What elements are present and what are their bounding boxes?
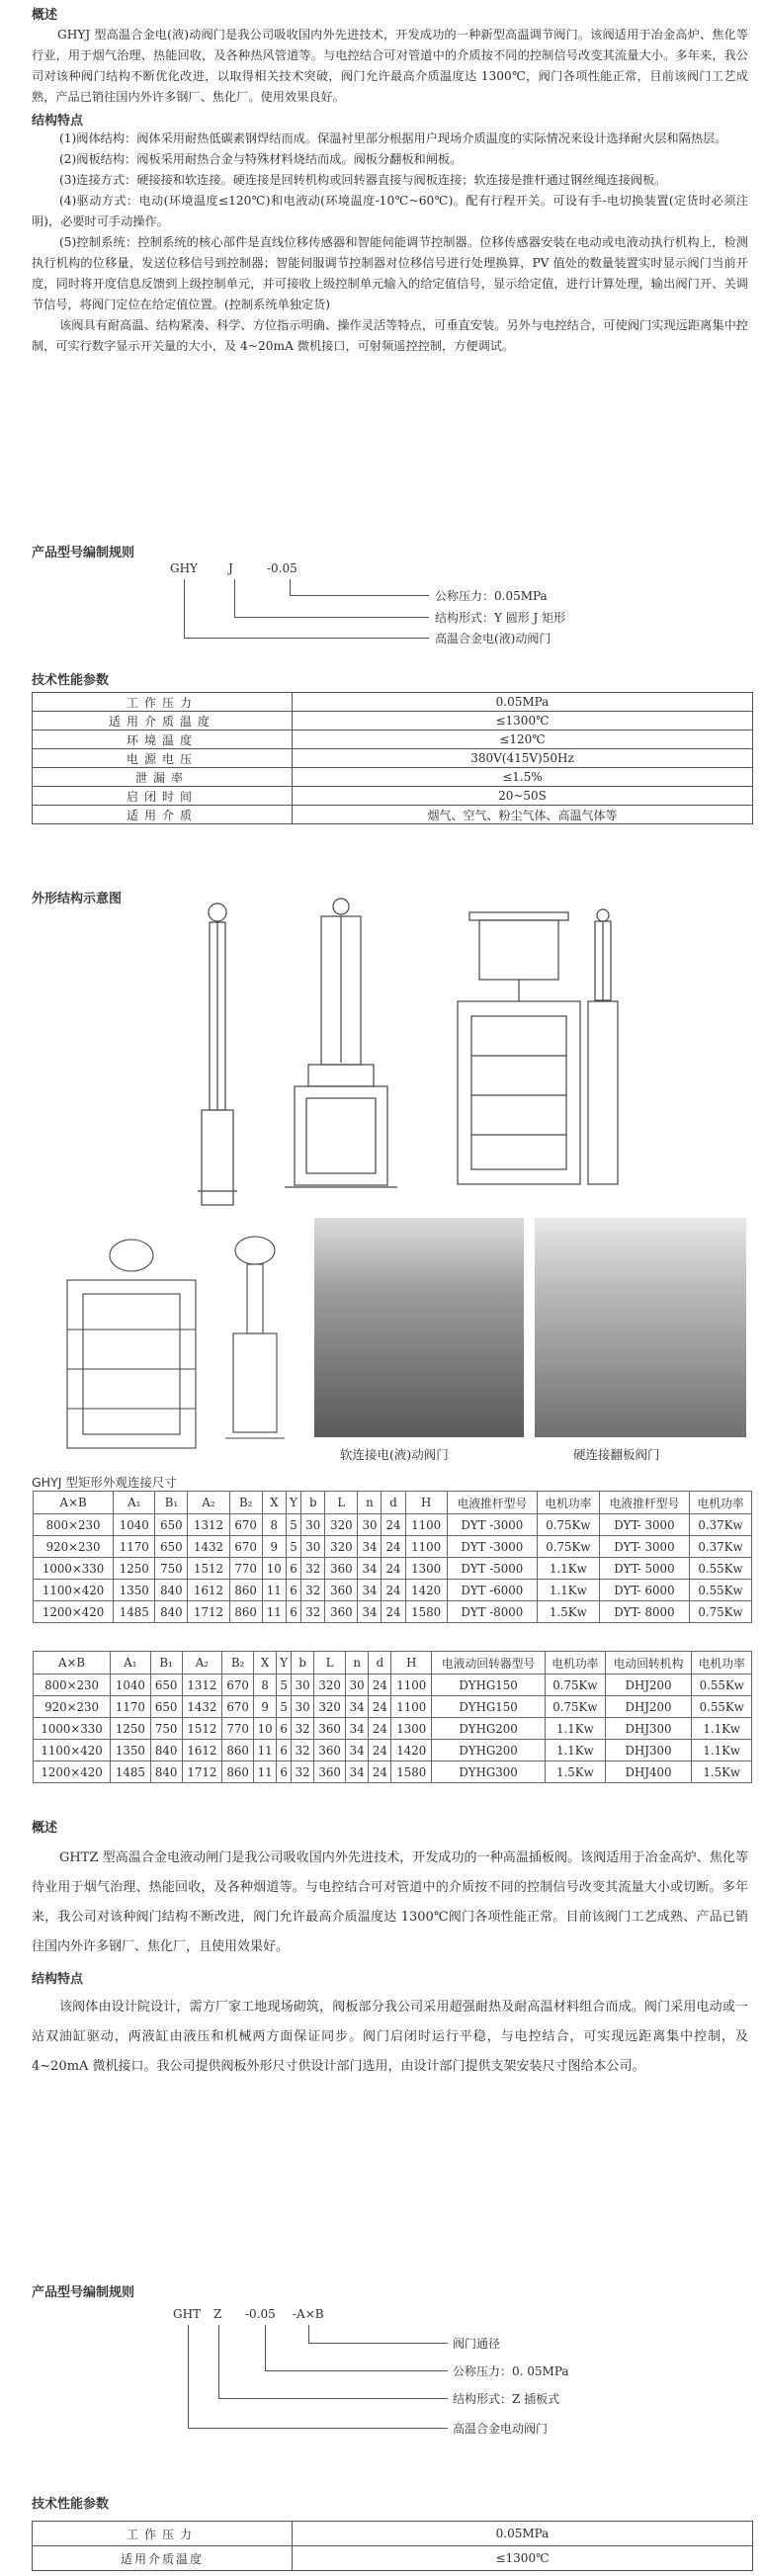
table-cell: 670	[229, 1536, 262, 1558]
table-cell: 320	[314, 1696, 346, 1718]
table-cell: 1712	[188, 1601, 229, 1623]
table-cell: 11	[254, 1761, 277, 1783]
table-cell: DHJ300	[605, 1718, 692, 1740]
table-cell: 0.75Kw	[546, 1674, 605, 1696]
table-header-cell: 电机功率	[537, 1492, 599, 1514]
table-cell: 6	[277, 1718, 292, 1740]
table-cell: 0.37Kw	[690, 1536, 752, 1558]
table-cell: 6	[277, 1740, 292, 1761]
table-cell: 24	[382, 1580, 405, 1601]
table-cell: 1200×420	[34, 1601, 114, 1623]
table-cell: 360	[314, 1740, 346, 1761]
table-cell: 5	[277, 1696, 292, 1718]
table-cell: 0.55Kw	[690, 1558, 752, 1580]
table-cell: 1420	[405, 1580, 447, 1601]
table-cell: 1100	[391, 1696, 432, 1718]
feature-item: (5)控制系统：控制系统的核心部件是直线位移传感器和智能伺能调节控制器。位移传感器安装在电动或电液动执行机构上，检测执行机构的位移量，发送位移信号到控制器；智能伺服调节控制器对位移信号进行处理换算，PV 值处的数量装置实时显示阀门当前开度，同时将开度信息反馈到上级控制单元，并可接收上级控制单元输入的给定值信号，显示给定值，进行计算处理，输出阀门开、关调节信号，将阀门定位在给定值位置。(控制系统单独定货)	[32, 235, 748, 311]
table-header-cell: L	[314, 1652, 346, 1674]
table-cell: DHJ400	[605, 1761, 692, 1783]
table-cell: ≤1.5%	[293, 768, 753, 787]
code-part: GHY	[170, 561, 198, 575]
table-cell: 1.1Kw	[546, 1740, 605, 1761]
table-header-cell: d	[382, 1492, 405, 1514]
feature-item: (2)阀板结构：阀板采用耐热合金与特殊材料烧结而成。阀板分翻板和闸板。	[59, 152, 463, 166]
table-cell: DYHG200	[432, 1740, 546, 1761]
table-cell: 860	[229, 1580, 262, 1601]
code-label: 高温合金电动阀门	[453, 2422, 549, 2436]
table-cell: 24	[382, 1601, 405, 1623]
table-cell: 30	[292, 1696, 314, 1718]
table-cell: 0.75Kw	[690, 1601, 752, 1623]
table-cell: 1100	[405, 1514, 447, 1536]
features-heading: 结构特点	[32, 114, 84, 129]
table-cell: 320	[325, 1536, 358, 1558]
table-cell: DYT- 6000	[599, 1580, 689, 1601]
table-cell: 烟气、空气、粉尘气体、高温气体等	[293, 806, 753, 824]
table-cell: 1612	[188, 1580, 229, 1601]
table-cell: 32	[292, 1761, 314, 1783]
code-label: 公称压力：0. 05MPa	[453, 2364, 569, 2378]
table-header-cell: A₂	[188, 1492, 229, 1514]
dim-heading: GHYJ 型矩形外观连接尺寸	[32, 1475, 177, 1490]
table-cell: 1612	[182, 1740, 222, 1761]
table-cell: 1.1Kw	[537, 1558, 599, 1580]
table-header-cell: 电液动回转器型号	[432, 1652, 546, 1674]
table-cell: 适用介质温度	[33, 2546, 293, 2571]
table-header-cell: 电机功率	[692, 1652, 752, 1674]
table-cell: 1100	[405, 1536, 447, 1558]
table-cell: 1170	[111, 1696, 151, 1718]
table-cell: DYHG150	[432, 1674, 546, 1696]
table-header-cell: Y	[286, 1492, 300, 1514]
table-cell: 1040	[114, 1514, 155, 1536]
table-cell: 1300	[391, 1718, 432, 1740]
table-cell: DYT- 3000	[599, 1514, 689, 1536]
table-cell: 30	[358, 1514, 382, 1536]
table-cell: 20~50S	[293, 787, 753, 806]
table-cell: 24	[369, 1696, 391, 1718]
table-cell: 800×230	[34, 1514, 114, 1536]
table-cell: 30	[301, 1536, 325, 1558]
table-cell: DYT- 8000	[599, 1601, 689, 1623]
table-header-cell: A×B	[34, 1652, 111, 1674]
feature-item: (1)阀体结构：阀体采用耐热低碳素钢焊结而成。保温衬里部分根据用户现场介质温度的实际情况来设计选择耐火层和隔热层。	[59, 131, 727, 145]
table-cell: 34	[358, 1536, 382, 1558]
table-cell: 1350	[114, 1580, 155, 1601]
table-cell: 1040	[111, 1674, 151, 1696]
table-cell: 380V(415V)50Hz	[293, 749, 753, 768]
table-cell: 泄漏率	[33, 768, 293, 787]
table-cell: 启闭时间	[33, 787, 293, 806]
table-header-cell: d	[369, 1652, 391, 1674]
code-label: 结构形式：Y 圆形 J 矩形	[435, 611, 566, 625]
table-cell: 1100×420	[34, 1740, 111, 1761]
figure-heading: 外形结构示意图	[32, 892, 123, 906]
table-cell: 24	[369, 1740, 391, 1761]
table-cell: 0.75Kw	[537, 1536, 599, 1558]
table-cell: 34	[346, 1740, 369, 1761]
table-header-cell: n	[358, 1492, 382, 1514]
code-part: -0.05	[267, 561, 297, 575]
table-header-cell: B₁	[155, 1492, 188, 1514]
code-part: GHT	[173, 2307, 202, 2321]
table-cell: 1485	[114, 1601, 155, 1623]
table-cell: 1432	[182, 1696, 222, 1718]
code-part: Z	[213, 2307, 222, 2321]
table-cell: ≤1300℃	[293, 712, 753, 730]
table-cell: 6	[286, 1580, 300, 1601]
table-cell: DHJ300	[605, 1740, 692, 1761]
table-row	[33, 2546, 753, 2571]
table-row	[33, 2522, 753, 2546]
table-header-cell: n	[346, 1652, 369, 1674]
table-cell: 30	[346, 1674, 369, 1696]
table-cell: 360	[325, 1558, 358, 1580]
table-cell: 0.55Kw	[692, 1674, 752, 1696]
table-header-cell: B₂	[229, 1492, 262, 1514]
table-cell: 1350	[111, 1740, 151, 1761]
table-cell: 0.37Kw	[690, 1514, 752, 1536]
table-cell: 650	[150, 1696, 182, 1718]
table-cell: 1.1Kw	[692, 1718, 752, 1740]
code-part: -0.05	[245, 2307, 276, 2321]
table-cell: 750	[150, 1718, 182, 1740]
table-cell: 840	[155, 1601, 188, 1623]
table-cell: 360	[314, 1761, 346, 1783]
table-header-cell: A×B	[34, 1492, 114, 1514]
table-header-cell: Y	[277, 1652, 292, 1674]
table-cell: 1250	[114, 1558, 155, 1580]
table-cell: DHJ200	[605, 1696, 692, 1718]
table-cell: 8	[254, 1674, 277, 1696]
table-cell: 32	[292, 1718, 314, 1740]
table-cell: 1485	[111, 1761, 151, 1783]
table-header-cell: H	[405, 1492, 447, 1514]
table-cell: 9	[262, 1536, 286, 1558]
table-cell: 770	[222, 1718, 254, 1740]
table-cell: 6	[286, 1601, 300, 1623]
table-cell: 电源电压	[33, 749, 293, 768]
perf-heading: 技术性能参数	[32, 673, 110, 688]
overview-paragraph: GHYJ 型高温合金电(液)动阀门是我公司吸收国内外先进技术，开发成功的一种新型高温调节阀门。该阀适用于冶金高炉、焦化等行业，用于烟气治理、热能回收，及各种热风管道等。与电控结合可对管道中的介质按不同的控制信号改变其流量大小。多年来，我公司对该种阀门结构不断优化改进，以取得相关技术突破，阀门允许最高介质温度达 1300℃，阀门各项性能正常，目前该阀门工艺成熟，产品已销往国内外许多钢厂、焦化厂。使用效果良好。	[32, 28, 748, 104]
features-paragraph: 该阀体由设计院设计，需方厂家工地现场砌筑，阀板部分我公司采用超强耐热及耐高温材料组合而成。阀门采用电动或一站双油缸驱动，两液缸由液压和机械两方面保证同步。阀门启闭时运行平稳，与电控结合，可实现远距离集中控制，及 4~20mA 微机接口。我公司提供阀板外形尺寸供设计部门选用，由设计部门提供支架安装尺寸图给本公司。	[32, 2000, 748, 2074]
table-cell: 1000×330	[34, 1558, 114, 1580]
table-cell: 800×230	[34, 1674, 111, 1696]
table-cell: 1170	[114, 1536, 155, 1558]
table-cell: 环境温度	[33, 730, 293, 749]
table-cell: 840	[155, 1580, 188, 1601]
table-cell: 24	[382, 1514, 405, 1536]
table-header-cell: 电液推杆型号	[447, 1492, 537, 1514]
table-header-cell: 电动回转机构	[605, 1652, 692, 1674]
photo-caption: 硬连接翻板阀门	[573, 1447, 660, 1462]
table-cell: 670	[222, 1696, 254, 1718]
table-cell: 1312	[182, 1674, 222, 1696]
table-cell: 1100×420	[34, 1580, 114, 1601]
table-cell: 1.1Kw	[692, 1740, 752, 1761]
table-header-cell: A₁	[114, 1492, 155, 1514]
overview-heading: 概述	[32, 8, 58, 23]
table-cell: 24	[369, 1761, 391, 1783]
code-part: -A×B	[293, 2307, 324, 2321]
table-cell: 34	[346, 1718, 369, 1740]
table-header-cell: X	[254, 1652, 277, 1674]
table-cell: 1580	[405, 1601, 447, 1623]
table-header-cell: b	[301, 1492, 325, 1514]
table-cell: 11	[262, 1580, 286, 1601]
table-cell: ≤1300℃	[293, 2546, 753, 2571]
table-cell: DYT -6000	[447, 1580, 537, 1601]
table-cell: 8	[262, 1514, 286, 1536]
table-cell: 32	[301, 1601, 325, 1623]
table-cell: 6	[286, 1558, 300, 1580]
features-heading: 结构特点	[32, 1972, 84, 1987]
table-cell: 6	[277, 1761, 292, 1783]
table-header-cell: A₂	[182, 1652, 222, 1674]
code-label: 阀门通径	[453, 2337, 501, 2351]
table-cell: 5	[286, 1514, 300, 1536]
table-cell: 650	[150, 1674, 182, 1696]
table-cell: 适用介质	[33, 806, 293, 824]
table-cell: 1300	[405, 1558, 447, 1580]
table-cell: 0.75Kw	[546, 1696, 605, 1718]
table-cell: 1250	[111, 1718, 151, 1740]
table-cell: DYHG200	[432, 1718, 546, 1740]
table-cell: 1.5Kw	[692, 1761, 752, 1783]
table-cell: 770	[229, 1558, 262, 1580]
table-header-cell: H	[391, 1652, 432, 1674]
table-cell: 1580	[391, 1761, 432, 1783]
code-label: 高温合金电(液)动阀门	[435, 632, 552, 645]
overview-paragraph: GHTZ 型高温合金电液动闸门是我公司吸收国内外先进技术，开发成功的一种高温插板阀。该阀适用于冶金高炉、焦化等待业用于烟气治理、热能回收，及各种烟道等。与电控结合可对管道中的介质按不同的控制信号改变其流量大小或切断。多年来，我公司对该种阀门结构不断改进，阀门允许最高介质温度达 1300℃阀门各项性能正常。目前该阀门工艺成熟、产品已销往国内外许多钢厂、焦化厂，且使用效果好。	[32, 1850, 748, 1954]
table-cell: 860	[229, 1601, 262, 1623]
table-cell: DYT -8000	[447, 1601, 537, 1623]
table-cell: 0.05MPa	[293, 693, 753, 712]
ghtz-perf-table	[32, 2521, 753, 2571]
table-cell: 34	[358, 1580, 382, 1601]
perf-heading: 技术性能参数	[32, 2497, 110, 2512]
table-cell: 5	[286, 1536, 300, 1558]
table-cell: 0.75Kw	[537, 1514, 599, 1536]
feature-item: (4)驱动方式：电动(环境温度≤120℃)和电液动(环境温度-10℃~60℃)。配有行程开关。可设有手-电切换装置(定货时必须注明)，必要时可手动操作。	[32, 194, 748, 228]
table-cell: 1100	[391, 1674, 432, 1696]
table-header-cell: L	[325, 1492, 358, 1514]
table-cell: 360	[314, 1718, 346, 1740]
table-cell: 32	[292, 1740, 314, 1761]
table-cell: 0.55Kw	[692, 1696, 752, 1718]
table-cell: DYT -3000	[447, 1536, 537, 1558]
table-cell: 32	[301, 1580, 325, 1601]
table-cell: 34	[358, 1558, 382, 1580]
table-header-cell: B₂	[222, 1652, 254, 1674]
table-cell: 1432	[188, 1536, 229, 1558]
table-cell: 工作压力	[33, 693, 293, 712]
table-cell: DHJ200	[605, 1674, 692, 1696]
overview-heading: 概述	[32, 1821, 58, 1836]
table-cell: 34	[358, 1601, 382, 1623]
table-cell: 1312	[188, 1514, 229, 1536]
table-header-cell: b	[292, 1652, 314, 1674]
table-cell: 670	[229, 1514, 262, 1536]
table-cell: DYT- 3000	[599, 1536, 689, 1558]
table-cell: 670	[222, 1674, 254, 1696]
table-cell: 860	[222, 1740, 254, 1761]
code-label: 公称压力：0.05MPa	[435, 589, 548, 603]
table-cell: 320	[314, 1674, 346, 1696]
feature-item: 该阀具有耐高温、结构紧凑、科学、方位指示明确、操作灵活等特点，可垂直安装。另外与电控结合，可使阀门实现远距离集中控制，可实行数字显示开关量的大小，及 4~20mA 微机接口，可射频遥控控制，方便调试。	[32, 318, 748, 353]
table-cell: 适用介质温度	[33, 712, 293, 730]
table-header-cell: X	[262, 1492, 286, 1514]
table-cell: 30	[301, 1514, 325, 1536]
code-label: 结构形式：Z 插板式	[453, 2392, 560, 2406]
table-cell: 1512	[188, 1558, 229, 1580]
table-header-cell: B₁	[150, 1652, 182, 1674]
table-cell: 840	[150, 1740, 182, 1761]
table-cell: DYHG300	[432, 1761, 546, 1783]
table-cell: DYT -5000	[447, 1558, 537, 1580]
table-cell: 0.05MPa	[293, 2522, 753, 2546]
table-header-cell: 电液推杆型号	[599, 1492, 689, 1514]
table-cell: 1000×330	[34, 1718, 111, 1740]
model-code-heading: 产品型号编制规则	[32, 546, 135, 560]
table-cell: 11	[254, 1740, 277, 1761]
photo-caption: 软连接电(液)动阀门	[340, 1447, 449, 1462]
table-cell: 1420	[391, 1740, 432, 1761]
table-header-cell: A₁	[111, 1652, 151, 1674]
table-cell: 920×230	[34, 1536, 114, 1558]
table-cell: 840	[150, 1761, 182, 1783]
table-cell: 11	[262, 1601, 286, 1623]
table-cell: 32	[301, 1558, 325, 1580]
table-cell: 10	[262, 1558, 286, 1580]
table-cell: 34	[346, 1696, 369, 1718]
table-cell: 1.1Kw	[537, 1580, 599, 1601]
table-cell: 10	[254, 1718, 277, 1740]
table-cell: 30	[292, 1674, 314, 1696]
table-cell: 360	[325, 1601, 358, 1623]
code-part: J	[228, 561, 233, 575]
table-cell: DYT -3000	[447, 1514, 537, 1536]
table-header-cell: 电机功率	[690, 1492, 752, 1514]
table-cell: 650	[155, 1514, 188, 1536]
table-cell: 1200×420	[34, 1761, 111, 1783]
table-cell: DYT- 5000	[599, 1558, 689, 1580]
model-code-heading: 产品型号编制规则	[32, 2285, 135, 2300]
table-cell: 920×230	[34, 1696, 111, 1718]
table-cell: ≤120℃	[293, 730, 753, 749]
table-cell: 24	[369, 1674, 391, 1696]
feature-item: (3)连接方式：硬接接和软连接。硬连接是回转机构或回转器直接与阀板连接；软连接是推杆通过钢丝绳连接阀板。	[59, 173, 667, 187]
table-cell: 5	[277, 1674, 292, 1696]
table-cell: 9	[254, 1696, 277, 1718]
table-cell: 750	[155, 1558, 188, 1580]
table-cell: 1.5Kw	[546, 1761, 605, 1783]
table-cell: 1.5Kw	[537, 1601, 599, 1623]
table-cell: 320	[325, 1514, 358, 1536]
table-cell: 24	[382, 1558, 405, 1580]
table-header-cell: 电机功率	[546, 1652, 605, 1674]
table-cell: 360	[325, 1580, 358, 1601]
table-cell: 650	[155, 1536, 188, 1558]
table-cell: 24	[382, 1536, 405, 1558]
table-cell: 24	[369, 1718, 391, 1740]
table-cell: 1712	[182, 1761, 222, 1783]
table-cell: 1512	[182, 1718, 222, 1740]
table-cell: 工作压力	[33, 2522, 293, 2546]
table-cell: 0.55Kw	[690, 1580, 752, 1601]
table-cell: DYHG150	[432, 1696, 546, 1718]
table-cell: 1.1Kw	[546, 1718, 605, 1740]
leader-line	[188, 2325, 448, 2429]
table-cell: 34	[346, 1761, 369, 1783]
table-cell: 860	[222, 1761, 254, 1783]
